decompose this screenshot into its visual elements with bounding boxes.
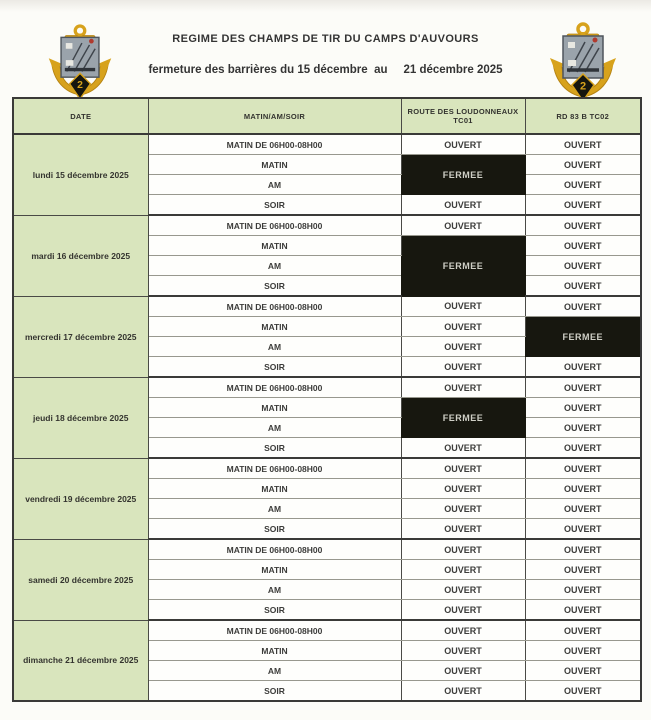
- col-header-route-loudonneaux-tc01: ROUTE DES LOUDONNEAUX TC01: [401, 98, 525, 134]
- status-cell-tc01: OUVERT: [401, 357, 525, 378]
- status-cell-tc02: OUVERT: [525, 256, 641, 276]
- period-cell: AM: [148, 661, 401, 681]
- status-cell-tc01: OUVERT: [401, 681, 525, 702]
- period-cell: MATIN DE 06H00-08H00: [148, 458, 401, 479]
- status-cell-tc02: OUVERT: [525, 418, 641, 438]
- status-cell-tc02: OUVERT: [525, 539, 641, 560]
- scan-edge-haze: [0, 0, 651, 12]
- crest-number: 2: [77, 80, 83, 92]
- status-cell-tc02: OUVERT: [525, 357, 641, 378]
- date-cell: mercredi 17 décembre 2025: [13, 296, 148, 377]
- schedule-row: [13, 377, 641, 398]
- status-cell-tc01: OUVERT: [401, 519, 525, 540]
- status-cell-tc01: OUVERT: [401, 317, 525, 337]
- status-cell-tc02: OUVERT: [525, 134, 641, 155]
- period-cell: SOIR: [148, 519, 401, 540]
- status-cell-tc01: OUVERT: [401, 499, 525, 519]
- col-header-rd83b-tc02: RD 83 B TC02: [525, 98, 641, 134]
- status-cell-tc02: OUVERT: [525, 641, 641, 661]
- period-cell: MATIN DE 06H00-08H00: [148, 134, 401, 155]
- status-cell-tc02: OUVERT: [525, 398, 641, 418]
- status-cell-tc02: OUVERT: [525, 458, 641, 479]
- period-cell: AM: [148, 175, 401, 195]
- status-cell-tc02: OUVERT: [525, 479, 641, 499]
- period-cell: SOIR: [148, 357, 401, 378]
- table-header-row: [13, 98, 641, 134]
- status-cell-tc02: OUVERT: [525, 519, 641, 540]
- status-cell-tc02: OUVERT: [525, 681, 641, 702]
- status-cell-tc01: OUVERT: [401, 458, 525, 479]
- period-cell: SOIR: [148, 195, 401, 216]
- period-cell: MATIN DE 06H00-08H00: [148, 539, 401, 560]
- period-cell: MATIN: [148, 317, 401, 337]
- status-cell-tc02: OUVERT: [525, 377, 641, 398]
- status-cell-tc01: OUVERT: [401, 195, 525, 216]
- crest-number: 2: [579, 80, 587, 93]
- status-cell-tc01: OUVERT: [401, 641, 525, 661]
- period-cell: MATIN DE 06H00-08H00: [148, 377, 401, 398]
- date-cell: lundi 15 décembre 2025: [13, 134, 148, 215]
- schedule-row: [13, 134, 641, 155]
- status-cell-tc02: OUVERT: [525, 499, 641, 519]
- period-cell: AM: [148, 256, 401, 276]
- status-cell-tc02: FERMEE: [525, 317, 641, 357]
- date-cell: mardi 16 décembre 2025: [13, 215, 148, 296]
- status-cell-tc01: OUVERT: [401, 580, 525, 600]
- status-cell-tc02: OUVERT: [525, 580, 641, 600]
- period-cell: MATIN DE 06H00-08H00: [148, 215, 401, 236]
- status-cell-tc02: OUVERT: [525, 600, 641, 621]
- period-cell: AM: [148, 580, 401, 600]
- period-cell: AM: [148, 418, 401, 438]
- date-cell: vendredi 19 décembre 2025: [13, 458, 148, 539]
- status-cell-tc01: FERMEE: [401, 155, 525, 195]
- status-cell-tc01: FERMEE: [401, 398, 525, 438]
- status-cell-tc02: OUVERT: [525, 175, 641, 195]
- period-cell: AM: [148, 499, 401, 519]
- date-cell: jeudi 18 décembre 2025: [13, 377, 148, 458]
- status-cell-tc02: OUVERT: [525, 296, 641, 317]
- status-cell-tc02: OUVERT: [525, 155, 641, 175]
- document-title: REGIME DES CHAMPS DE TIR DU CAMPS D'AUVOURS: [172, 33, 479, 45]
- period-cell: MATIN DE 06H00-08H00: [148, 620, 401, 641]
- status-cell-tc01: OUVERT: [401, 296, 525, 317]
- status-cell-tc02: OUVERT: [525, 215, 641, 236]
- barrier-schedule-table: [12, 97, 642, 702]
- schedule-row: [13, 539, 641, 560]
- date-cell: samedi 20 décembre 2025: [13, 539, 148, 620]
- document-subtitle: fermeture des barrières du 15 décembre au 21 décembre 2025: [148, 64, 503, 76]
- period-cell: SOIR: [148, 438, 401, 459]
- status-cell-tc01: OUVERT: [401, 377, 525, 398]
- status-cell-tc01: OUVERT: [401, 560, 525, 580]
- status-cell-tc01: OUVERT: [401, 479, 525, 499]
- status-cell-tc02: OUVERT: [525, 236, 641, 256]
- period-cell: MATIN: [148, 236, 401, 256]
- period-cell: AM: [148, 337, 401, 357]
- period-cell: MATIN: [148, 155, 401, 175]
- status-cell-tc01: OUVERT: [401, 620, 525, 641]
- date-cell: dimanche 21 décembre 2025: [13, 620, 148, 701]
- status-cell-tc01: OUVERT: [401, 215, 525, 236]
- period-cell: MATIN: [148, 641, 401, 661]
- status-cell-tc02: OUVERT: [525, 560, 641, 580]
- status-cell-tc02: OUVERT: [525, 661, 641, 681]
- status-cell-tc01: OUVERT: [401, 337, 525, 357]
- period-cell: SOIR: [148, 600, 401, 621]
- status-cell-tc02: OUVERT: [525, 620, 641, 641]
- period-cell: MATIN: [148, 479, 401, 499]
- schedule-row: [13, 620, 641, 641]
- period-cell: MATIN DE 06H00-08H00: [148, 296, 401, 317]
- status-cell-tc02: OUVERT: [525, 195, 641, 216]
- period-cell: MATIN: [148, 398, 401, 418]
- period-cell: MATIN: [148, 560, 401, 580]
- status-cell-tc02: OUVERT: [525, 276, 641, 297]
- status-cell-tc01: OUVERT: [401, 438, 525, 459]
- col-header-date: DATE: [13, 98, 148, 134]
- schedule-row: [13, 215, 641, 236]
- period-cell: SOIR: [148, 276, 401, 297]
- status-cell-tc02: OUVERT: [525, 438, 641, 459]
- status-cell-tc01: OUVERT: [401, 539, 525, 560]
- status-cell-tc01: OUVERT: [401, 134, 525, 155]
- schedule-row: [13, 296, 641, 317]
- status-cell-tc01: OUVERT: [401, 661, 525, 681]
- status-cell-tc01: OUVERT: [401, 600, 525, 621]
- period-cell: SOIR: [148, 681, 401, 702]
- schedule-row: [13, 458, 641, 479]
- status-cell-tc01: FERMEE: [401, 236, 525, 297]
- col-header-period: MATIN/AM/SOIR: [148, 98, 401, 134]
